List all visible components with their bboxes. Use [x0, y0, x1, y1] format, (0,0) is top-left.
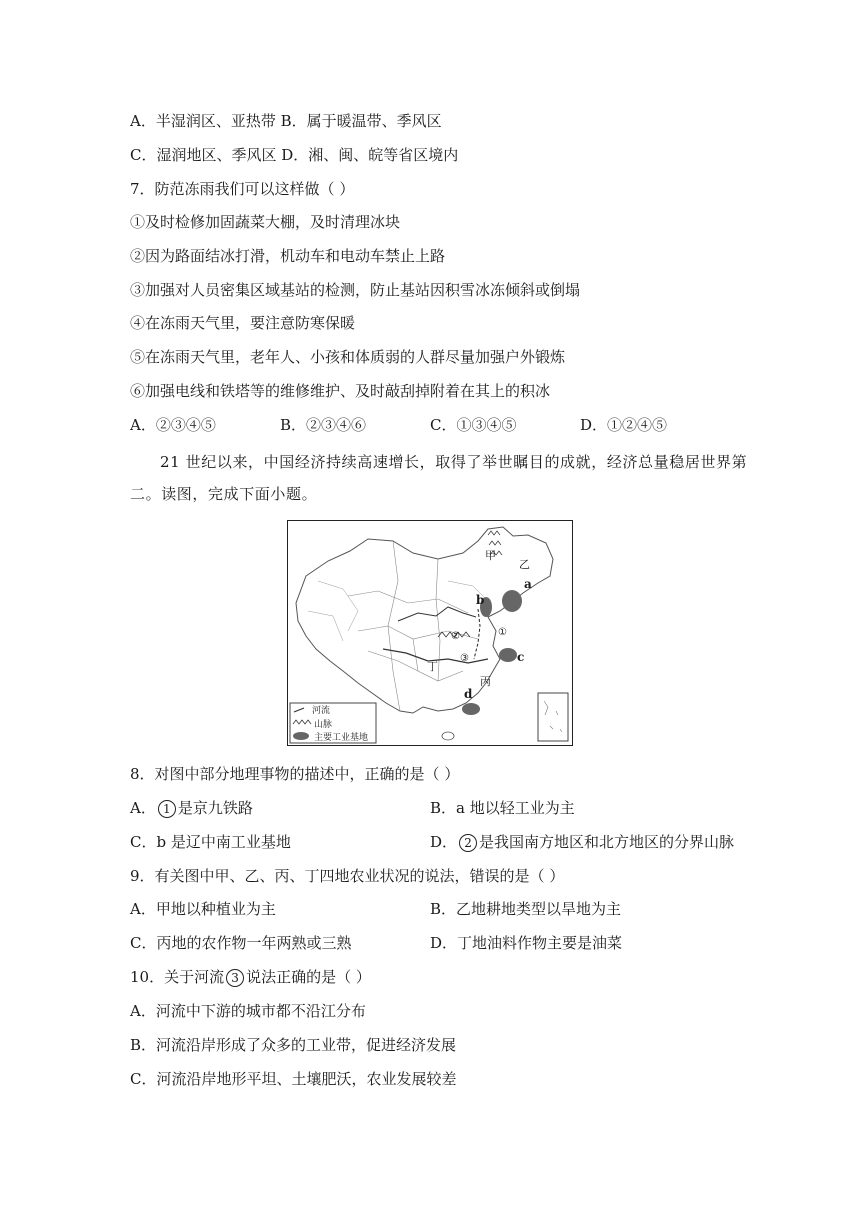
- q7-option-d: D．①②④⑤: [580, 416, 668, 434]
- map-label-c: c: [517, 650, 525, 664]
- map-label-a: a: [524, 577, 532, 591]
- map-label-jia: 甲: [485, 549, 496, 562]
- q10-option-b: B．河流沿岸形成了众多的工业带，促进经济发展: [130, 1036, 457, 1054]
- q7-stem: 7．防范冻雨我们可以这样做（ ）: [130, 180, 355, 198]
- q7-item-2: ②因为路面结冰打滑，机动车和电动车禁止上路: [130, 247, 446, 265]
- map-drawing: [288, 521, 571, 744]
- q7-option-b: B．②③④⑥: [280, 416, 367, 434]
- q8-option-a: [130, 798, 253, 818]
- q9-stem: 9．有关图中甲、乙、丙、丁四地农业状况的说法，错误的是（ ）: [130, 867, 565, 885]
- q7-option-a: A．②③④⑤: [130, 416, 216, 434]
- industry-base-a: [502, 590, 522, 612]
- q6-options-row1: A．半湿润区、亚热带 B．属于暖温带、季风区: [130, 112, 442, 130]
- q7-option-c: C．①③④⑤: [430, 416, 517, 434]
- q7-item-1: ①及时检修加固蔬菜大棚，及时清理冰块: [130, 213, 401, 231]
- q10-option-a: A．河流中下游的城市都不沿江分布: [130, 1002, 366, 1020]
- q8-option-a-circled-number: 1: [158, 800, 176, 818]
- q8-option-a-text: 是京九铁路: [177, 799, 253, 817]
- q7-item-3: ③加强对人员密集区域基站的检测，防止基站因积雪冰冻倾斜或倒塌: [130, 281, 581, 299]
- q7-item-6: ⑥加强电线和铁塔等的维修维护、及时敲刮掉附着在其上的积冰: [130, 382, 551, 400]
- industry-base-c: [499, 648, 517, 662]
- passage-line-1: 21 世纪以来，中国经济持续高速增长，取得了举世瞩目的成就，经济总量稳居世界第: [160, 453, 748, 471]
- legend-mountain-label: 山脉: [314, 720, 333, 730]
- q8-option-a-prefix: A．: [130, 799, 156, 817]
- q8-option-d-prefix: D．: [430, 833, 458, 851]
- q9-option-c: C．丙地的农作物一年两熟或三熟: [130, 934, 352, 952]
- industry-base-d: [462, 703, 480, 715]
- q8-option-d-text: 是我国南方地区和北方地区的分界山脉: [479, 833, 735, 851]
- q7-item-4: ④在冻雨天气里，要注意防寒保暖: [130, 314, 356, 332]
- q8-stem: 8．对图中部分地理事物的描述中，正确的是（ ）: [130, 765, 460, 783]
- q10-stem: [130, 967, 371, 987]
- q6-options-row2: C．湿润地区、季风区 D．湘、闽、皖等省区境内: [130, 146, 459, 164]
- q10-circled-number: 3: [226, 969, 244, 987]
- q10-stem-text: 说法正确的是（ ）: [246, 968, 371, 986]
- map-label-b: b: [476, 593, 485, 607]
- map-label-bing: 丙: [480, 675, 491, 688]
- passage-line-2: 二。读图，完成下面小题。: [130, 485, 318, 503]
- q9-option-a: A．甲地以种植业为主: [130, 900, 276, 918]
- south-sea-inset: [538, 693, 568, 741]
- map-label-num3: ③: [460, 653, 469, 664]
- legend-industry-label: 主要工业基地: [314, 733, 369, 743]
- q8-option-b: B．a 地以轻工业为主: [430, 799, 575, 817]
- map-label-num2: ②: [451, 631, 460, 642]
- q8-option-d-circled-number: 2: [459, 834, 477, 852]
- q9-option-b: B．乙地耕地类型以旱地为主: [430, 900, 622, 918]
- legend-river-label: 河流: [312, 706, 331, 716]
- map-label-yi: 乙: [519, 558, 530, 571]
- q8-option-c: C．b 是辽中南工业基地: [130, 833, 291, 851]
- map-label-ding: 丁: [427, 660, 438, 673]
- legend-industry-symbol: [293, 732, 309, 740]
- map-label-num1: ①: [498, 627, 507, 638]
- map-label-d: d: [464, 687, 473, 701]
- q10-stem-prefix: 10．关于河流: [130, 968, 225, 986]
- q9-option-d: D．丁地油料作物主要是油菜: [430, 934, 623, 952]
- q7-item-5: ⑤在冻雨天气里，老年人、小孩和体质弱的人群尽量加强户外锻炼: [130, 348, 566, 366]
- hainan-island: [442, 732, 454, 740]
- q8-option-d: [430, 832, 734, 852]
- q10-option-c: C．河流沿岸地形平坦、土壤肥沃，农业发展较差: [130, 1070, 457, 1088]
- china-industry-map: [287, 520, 573, 746]
